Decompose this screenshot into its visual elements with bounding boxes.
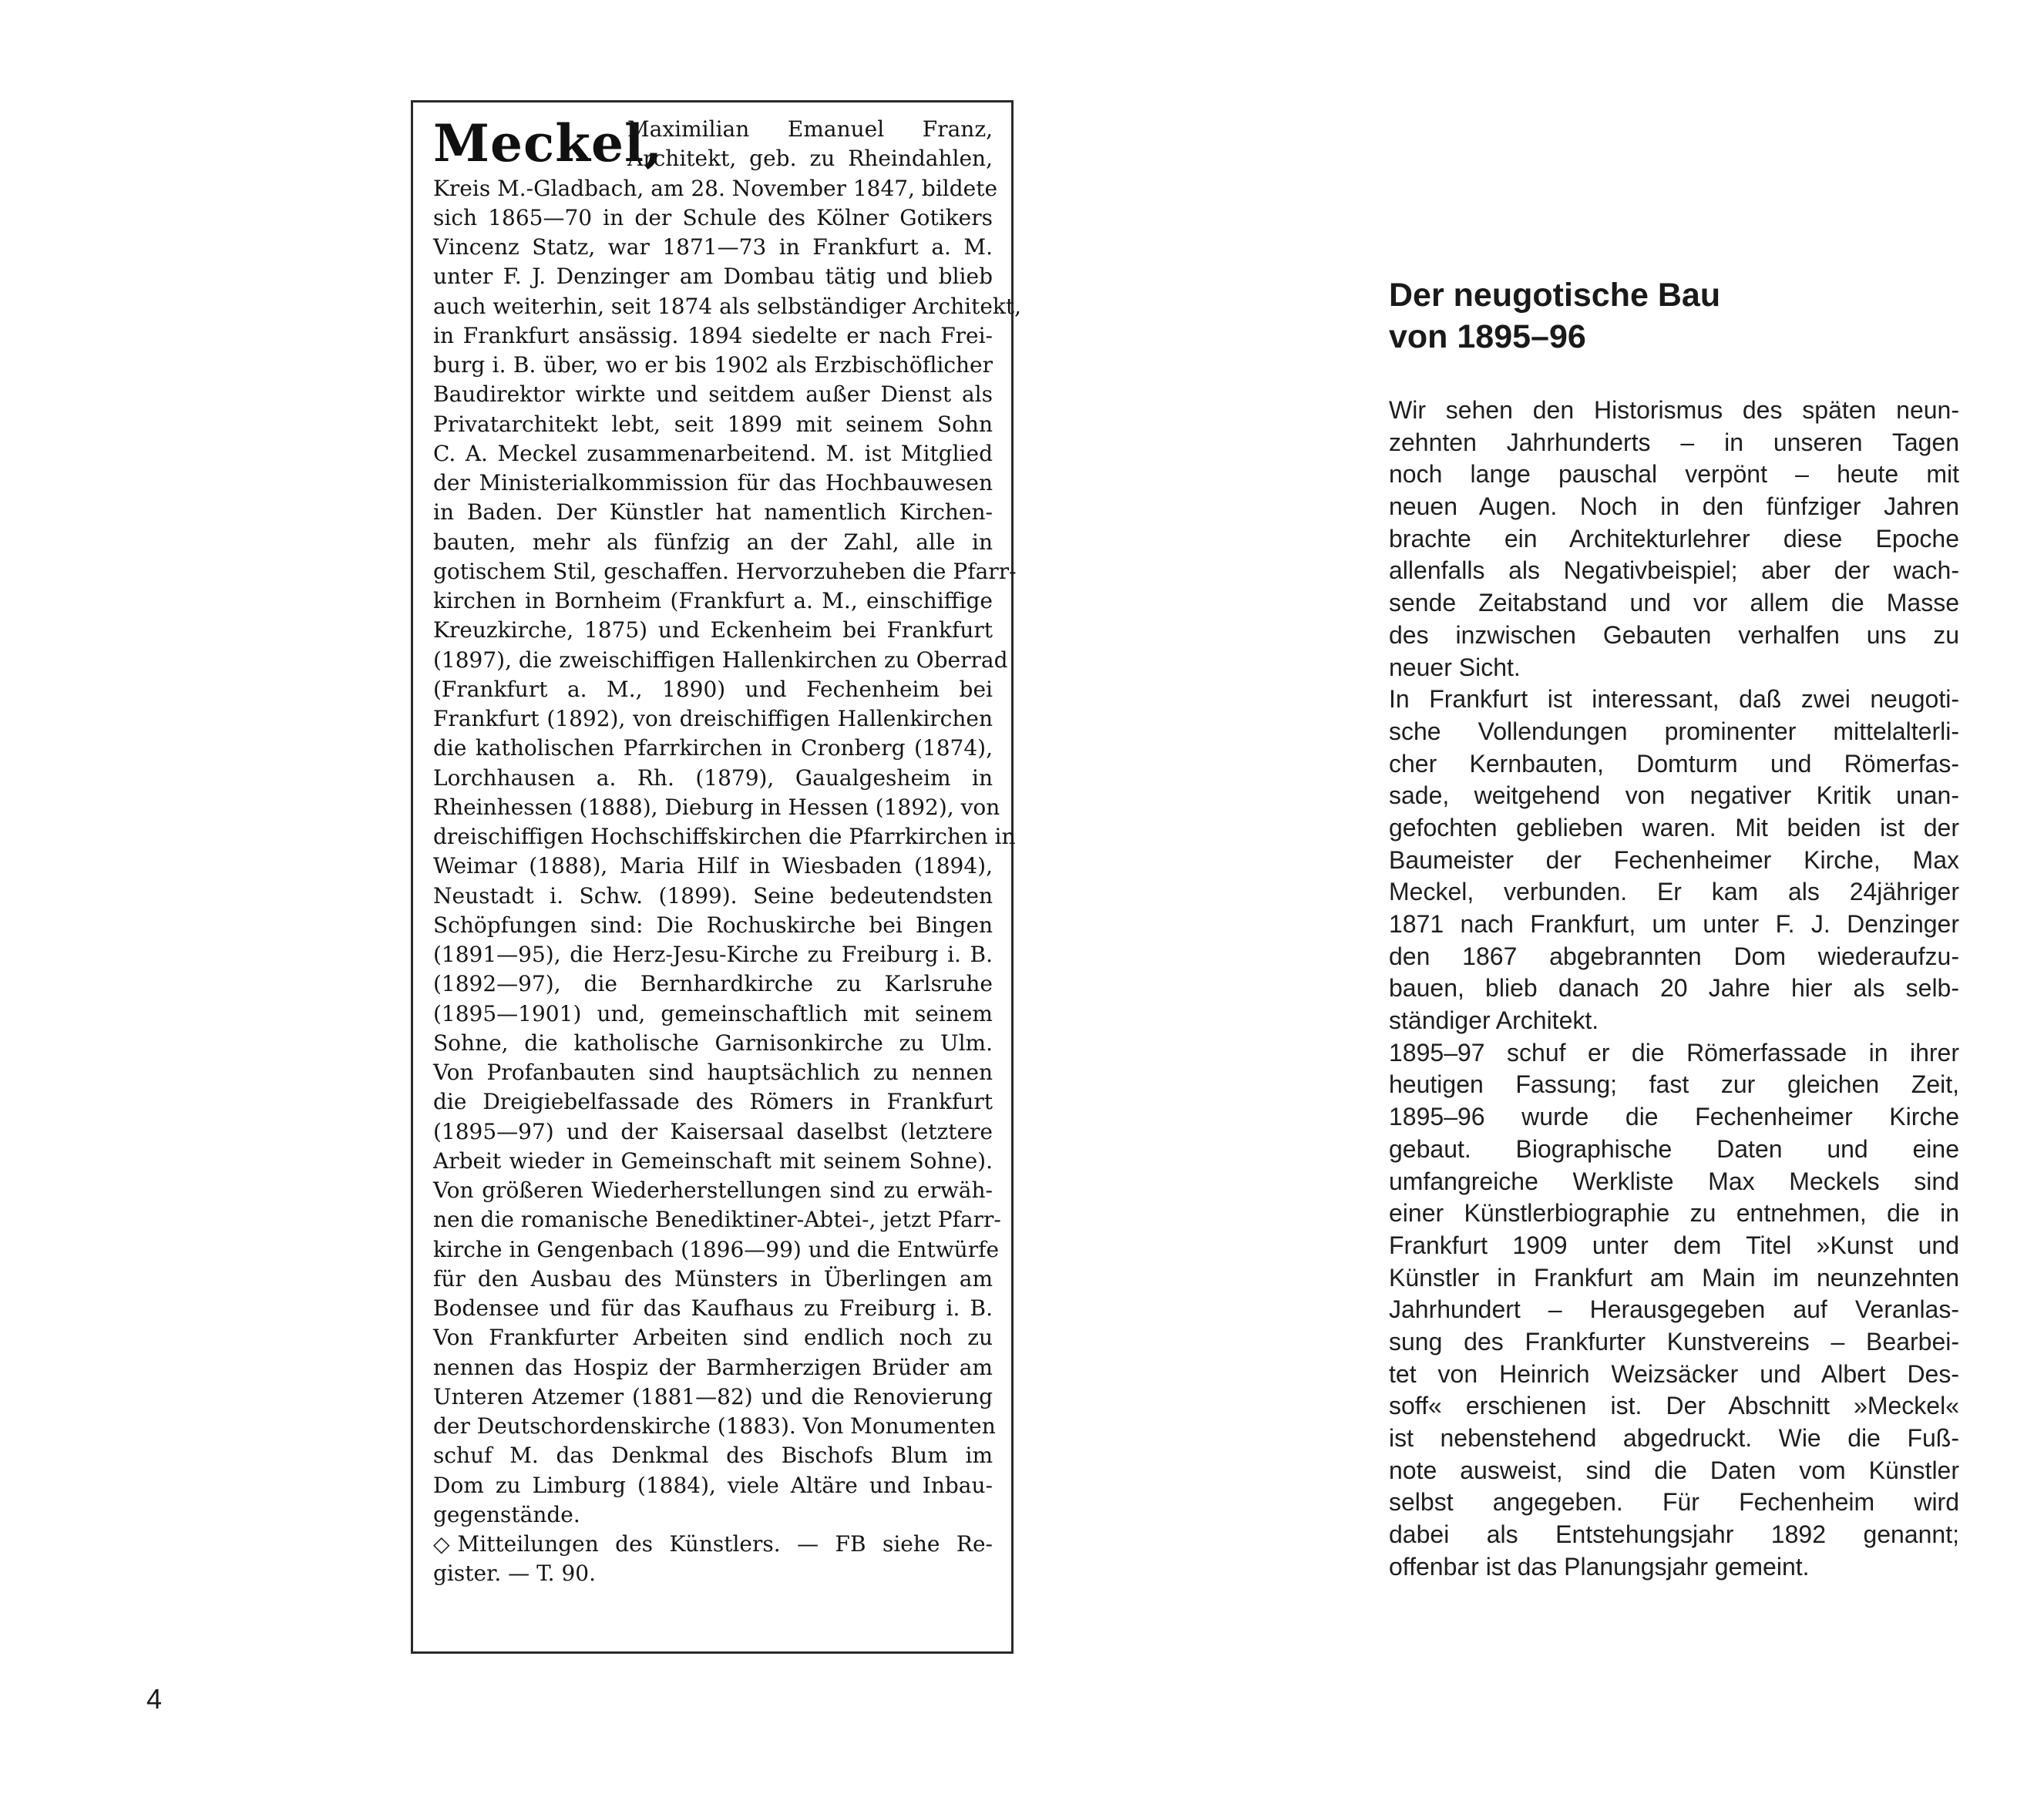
headword-side-line: Architekt, geb. zu Rheindahlen, — [627, 146, 993, 172]
clipping-line: (1897), die zweischiffigen Hallenkirchen zu Oberrad — [433, 647, 1008, 673]
clipping-line: burg i. B. über, wo er bis 1902 als Erzbischöflicher — [433, 352, 993, 378]
article-heading-block — [1389, 274, 1959, 358]
clipping-line: Arbeit wieder in Gemeinschaft mit seinem Sohne). — [433, 1147, 993, 1174]
clipping-line: nen die romanische Benediktiner-Abtei-, jetzt Pfarr- — [433, 1207, 1001, 1233]
clipping-line: auch weiterhin, seit 1874 als selbständiger Architekt, — [433, 293, 1022, 319]
clipping-line: unter F. J. Denzinger am Dombau tätig und blieb — [433, 264, 993, 290]
clipping-line: gegenstände. — [433, 1501, 580, 1527]
clipping-line: bauten, mehr als fünfzig an der Zahl, alle in — [433, 529, 993, 555]
clipping-line: in Baden. Der Künstler hat namentlich Kirchen- — [433, 499, 993, 526]
footnote-marker-icon: ◇ — [433, 1531, 450, 1557]
clipping-line: Bodensee und für das Kaufhaus zu Freiburg i. B. — [433, 1295, 993, 1321]
clipping-line: Vincenz Statz, war 1871—73 in Frankfurt a. M. — [433, 234, 993, 260]
clipping-line: Baudirektor wirkte und seitdem außer Dienst als — [433, 381, 993, 408]
article-body-line: tet von Heinrich Weizsäcker und Albert Des- — [1389, 1359, 1959, 1388]
article-body-line: sende Zeitabstand und vor allem die Masse — [1389, 589, 1959, 617]
article-body-line: noch lange pauschal verpönt – heute mit — [1389, 460, 1959, 489]
article-body-line: ständiger Architekt. — [1389, 1006, 1599, 1035]
clipping-line: die katholischen Pfarrkirchen in Cronberg (1874), — [433, 735, 993, 761]
footnote-line: gister. — T. 90. — [433, 1561, 596, 1587]
clipping-line: nennen das Hospiz der Barmherzigen Brüder am — [433, 1354, 993, 1380]
article-body-line: cher Kernbauten, Domturm und Römerfas- — [1389, 749, 1959, 778]
article-body-line: Künstler in Frankfurt am Main im neunzehnten — [1389, 1263, 1959, 1292]
clipping-line: Privatarchitekt lebt, seit 1899 mit seinem Sohn — [433, 411, 993, 437]
clipping-line: (1892—97), die Bernhardkirche zu Karlsruhe — [433, 971, 993, 997]
heading-line: Der neugotische Bau — [1389, 277, 1721, 314]
clipping-line: (Frankfurt a. M., 1890) und Fechenheim bei — [433, 676, 993, 702]
article-body-line: 1871 nach Frankfurt, um unter F. J. Denzinger — [1389, 910, 1959, 938]
article-body-line: dabei als Entstehungsjahr 1892 genannt; — [1389, 1520, 1959, 1549]
clipping-body — [433, 174, 1022, 1530]
clipping-line: (1895—97) und der Kaisersaal daselbst (letztere — [433, 1118, 993, 1144]
article-body-line: umfangreiche Werkliste Max Meckels sind — [1389, 1167, 1959, 1195]
article-body-line: heutigen Fassung; fast zur gleichen Zeit, — [1389, 1070, 1959, 1099]
article-body-line: neuen Augen. Noch in den fünfziger Jahren — [1389, 492, 1959, 521]
clipping-line: Rheinhessen (1888), Dieburg in Hessen (1892), von — [433, 794, 1000, 820]
clipping-line: Lorchhausen a. Rh. (1879), Gaualgesheim in — [433, 764, 993, 791]
article-body-line: zehnten Jahrhunderts – in unseren Tagen — [1389, 428, 1959, 456]
clipping-line: in Frankfurt ansässig. 1894 siedelte er nach Frei- — [433, 322, 993, 348]
clipping-line: Sohne, die katholische Garnisonkirche zu Ulm. — [433, 1030, 993, 1056]
clipping-headword: Meckel, — [433, 113, 664, 173]
clipping-line: (1891—95), die Herz-Jesu-Kirche zu Freiburg i. B. — [433, 942, 993, 967]
page-number: 4 — [146, 1683, 163, 1715]
article-body-line: allenfalls als Negativbeispiel; aber der wach- — [1389, 556, 1959, 585]
clipping-line: C. A. Meckel zusammenarbeitend. M. ist Mitglied — [433, 440, 993, 466]
article-body-line: 1895–96 wurde die Fechenheimer Kirche — [1389, 1103, 1959, 1131]
clipping-line: der Ministerialkommission für das Hochbauwesen — [433, 470, 993, 496]
clipping-line: der Deutschordenskirche (1883). Von Monumenten — [433, 1413, 996, 1439]
clipping-line: gotischem Stil, geschaffen. Hervorzuheben die Pfarr- — [433, 558, 1017, 584]
clipping-line: kirche in Gengenbach (1896—99) und die Entwürfe — [433, 1236, 1000, 1262]
clipping-line: Dom zu Limburg (1884), viele Altäre und Inbau- — [433, 1472, 993, 1498]
article-body-line: Meckel, verbunden. Er kam als 24jähriger — [1389, 878, 1959, 906]
article-body-line: Jahrhundert – Herausgegeben auf Veranlas- — [1389, 1295, 1959, 1324]
clipping-line: Kreis M.-Gladbach, am 28. November 1847, bildete — [433, 175, 998, 201]
clipping-line: Frankfurt (1892), von dreischiffigen Hallenkirchen — [433, 706, 993, 731]
clipping-line: Neustadt i. Schw. (1899). Seine bedeutendsten — [433, 882, 993, 909]
clipping-headword-row — [433, 115, 993, 174]
article-body-line: einer Künstlerbiographie zu entnehmen, die in — [1389, 1199, 1959, 1228]
article-body-line: sade, weitgehend von negativer Kritik unan- — [1389, 781, 1959, 810]
clipping-footnote — [433, 1530, 993, 1589]
headword-side-lines — [627, 115, 993, 174]
article-body-line: brachte ein Architekturlehrer diese Epoche — [1389, 524, 1959, 553]
headword-side-line: Maximilian Emanuel Franz, — [627, 116, 993, 142]
clipping-line: dreischiffigen Hochschiffskirchen die Pfarrkirchen in — [433, 824, 1016, 849]
article-body-line: neuer Sicht. — [1389, 653, 1521, 681]
clipping-line: Von Profanbauten sind hauptsächlich zu nennen — [433, 1060, 993, 1085]
footnote-text: Mitteilungen des Künstlers. — FB siehe Re- — [457, 1531, 993, 1557]
clipping-line: Weimar (1888), Maria Hilf in Wiesbaden (1894), — [433, 853, 993, 879]
clipping-line: die Dreigiebelfassade des Römers in Frankfurt — [433, 1089, 993, 1115]
article-body-line: bauen, blieb danach 20 Jahre hier als selb- — [1389, 974, 1959, 1003]
article-body — [1389, 395, 1959, 1583]
article-body-line: gebaut. Biographische Daten und eine — [1389, 1134, 1959, 1163]
clipping-line: Unteren Atzemer (1881—82) und die Renovierung — [433, 1383, 993, 1409]
article-body-line: gefochten geblieben waren. Mit beiden ist der — [1389, 813, 1959, 842]
article-body-line: Frankfurt 1909 unter dem Titel »Kunst und — [1389, 1231, 1959, 1259]
article-body-line: des inzwischen Gebauten verhalfen uns zu — [1389, 620, 1959, 649]
clipping-line: (1895—1901) und, gemeinschaftlich mit seinem — [433, 1000, 993, 1026]
article-body-line: Baumeister der Fechenheimer Kirche, Max — [1389, 845, 1959, 874]
lexicon-clipping — [411, 100, 1022, 1654]
clipping-line: für den Ausbau des Münsters in Überlingen am — [433, 1265, 993, 1292]
article-body-line: soff« erschienen ist. Der Abschnitt »Meckel« — [1389, 1392, 1959, 1420]
clipping-line: Schöpfungen sind: Die Rochuskirche bei Bingen — [433, 912, 993, 938]
article-body-line: den 1867 abgebrannten Dom wiederaufzu- — [1389, 942, 1959, 970]
article-body-line: sung des Frankfurter Kunstvereins – Bearbei- — [1389, 1327, 1959, 1356]
clipping-line: Kreuzkirche, 1875) und Eckenheim bei Frankfurt — [433, 617, 993, 643]
article-heading — [1389, 274, 1959, 358]
article-body-line: note ausweist, sind die Daten vom Künstler — [1389, 1456, 1959, 1484]
article-body-line: sche Vollendungen prominenter mittelalterli- — [1389, 717, 1959, 745]
article-body-line: ist nebenstehend abgedruckt. Wie die Fuß- — [1389, 1424, 1959, 1452]
article-body-line: offenbar ist das Planungsjahr gemeint. — [1389, 1552, 1810, 1581]
article-body-line: Wir sehen den Historismus des späten neun- — [1389, 396, 1959, 424]
article-body-line: In Frankfurt ist interessant, daß zwei neugoti- — [1389, 685, 1959, 714]
article-body-line: selbst angegeben. Für Fechenheim wird — [1389, 1488, 1959, 1517]
clipping-line: schuf M. das Denkmal des Bischofs Blum im — [433, 1443, 993, 1469]
clipping-line: kirchen in Bornheim (Frankfurt a. M., einschiffige — [433, 588, 993, 613]
clipping-text — [433, 113, 1022, 1589]
heading-line: von 1895–96 — [1389, 318, 1586, 355]
article-body-line: 1895–97 schuf er die Römerfassade in ihrer — [1389, 1038, 1959, 1067]
clipping-line: Von größeren Wiederherstellungen sind zu erwäh- — [433, 1178, 993, 1203]
clipping-line: sich 1865—70 in der Schule des Kölner Gotikers — [433, 204, 993, 230]
clipping-line: Von Frankfurter Arbeiten sind endlich noch zu — [433, 1325, 993, 1351]
footnote-line — [433, 1530, 993, 1559]
